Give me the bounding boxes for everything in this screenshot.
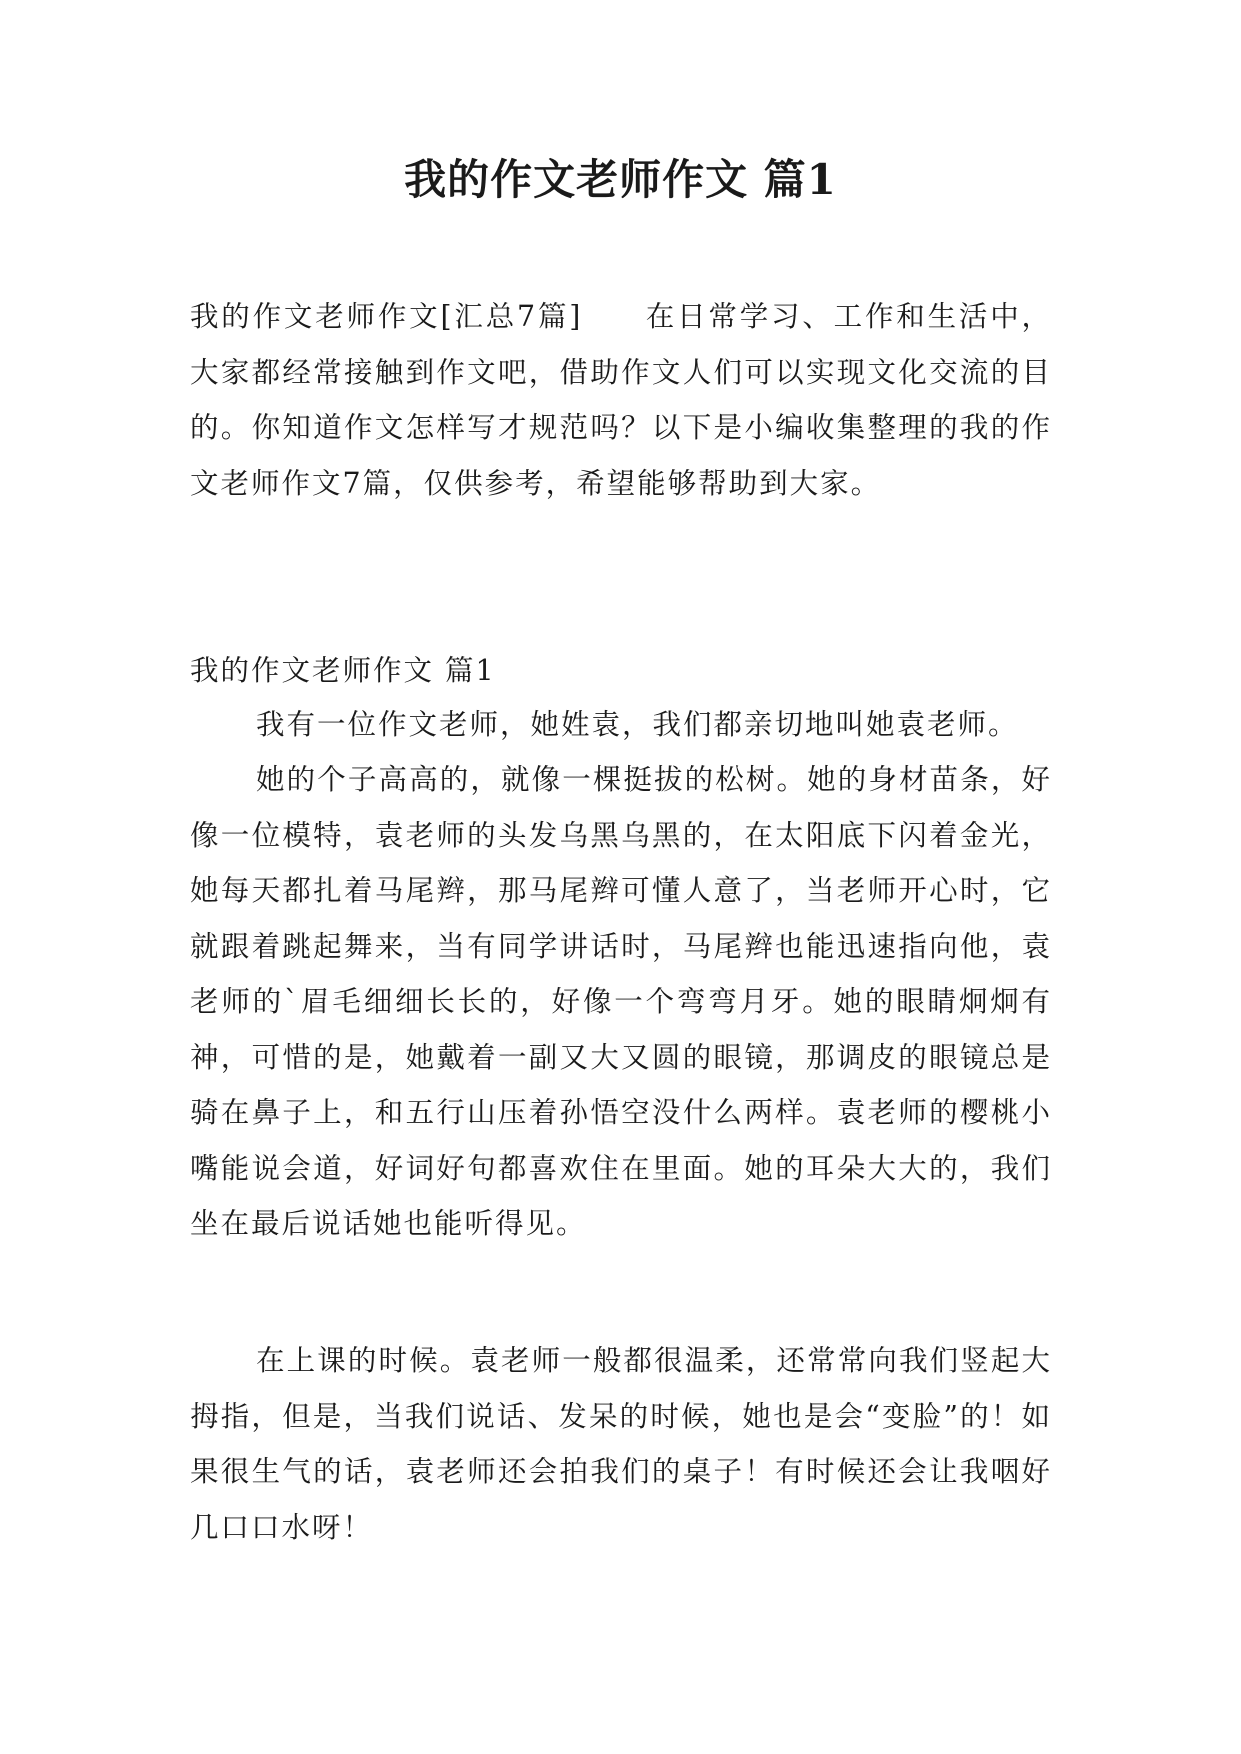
intro-paragraph: 我的作文老师作文[汇总7篇] 在日常学习、工作和生活中，大家都经常接触到作文吧，借助作文人们可以实现文化交流的目的。你知道作文怎样写才规范吗？以下是小编收集整理的我的作文老师作文7篇，仅供参考，希望能够帮助到大家。 [190, 300, 1052, 500]
body-paragraph-2: 她的个子高高的，就像一棵挺拔的松树。她的身材苗条，好像一位模特，袁老师的头发乌黑乌黑的，在太阳底下闪着金光，她每天都扎着马尾辫，那马尾辫可懂人意了，当老师开心时，它就跟着跳起舞来，当有同学讲话时，马尾辫也能迅速指向他，袁老师的`眉毛细细长长的，好像一个弯弯月牙。她的眼睛炯炯有神，可惜的是，她戴着一副又大又圆的眼镜，那调皮的眼镜总是骑在鼻子上，和五行山压着孙悟空没什么两样。袁老师的樱桃小嘴能说会道，好词好句都喜欢住在里面。她的耳朵大大的，我们坐在最后说话她也能听得见。 [190, 763, 1052, 1240]
document-title: 我的作文老师作文 篇1 [404, 155, 837, 204]
body-paragraph-1: 我有一位作文老师，她姓袁，我们都亲切地叫她袁老师。 [256, 708, 1019, 741]
body-paragraph-3: 在上课的时候。袁老师一般都很温柔，还常常向我们竖起大拇指，但是，当我们说话、发呆的时候，她也是会“变脸”的！如果很生气的话，袁老师还会拍我们的桌子！有时候还会让我咽好几口口水呀！ [190, 1344, 1052, 1544]
section-heading: 我的作文老师作文 篇1 [190, 654, 496, 687]
